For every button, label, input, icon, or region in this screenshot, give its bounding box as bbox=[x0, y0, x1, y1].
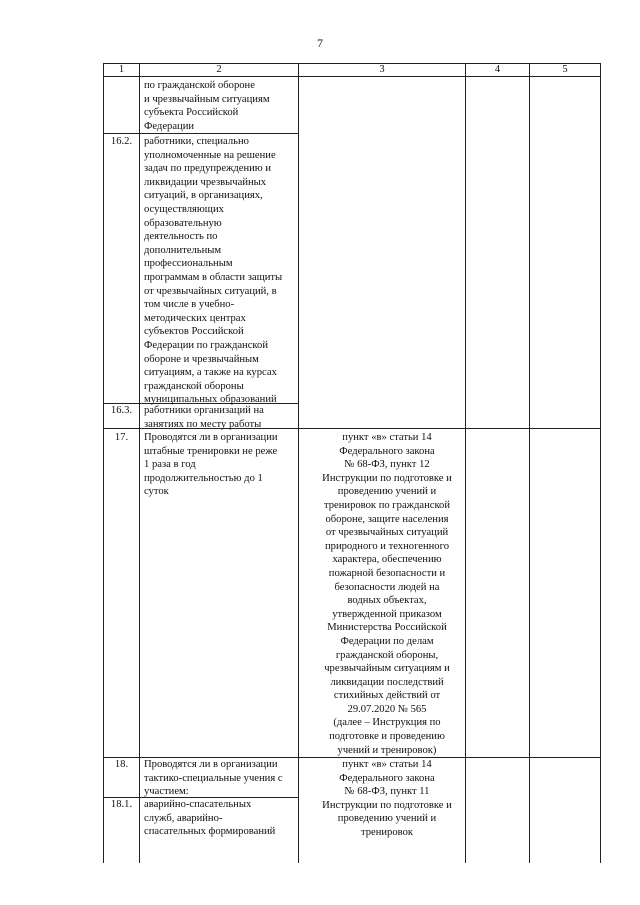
column-header: 4 bbox=[494, 64, 501, 75]
table-line bbox=[139, 63, 140, 863]
legal-reference: пункт «в» статьи 14 Федерального закона № 68-ФЗ, пункт 11 Инструкции по подготовке и проведению учений и тренировок bbox=[322, 759, 452, 838]
item-number: 16.2. bbox=[110, 136, 133, 147]
item-number: 16.3. bbox=[110, 405, 133, 416]
column-header: 3 bbox=[379, 64, 385, 75]
item-number: 17. bbox=[114, 432, 129, 443]
column-header: 1 bbox=[118, 64, 125, 75]
item-text: по гражданской обороне и чрезвычайным ситуациям субъекта Российской Федерации bbox=[144, 80, 270, 132]
column-header: 5 bbox=[562, 64, 568, 75]
item-text: аварийно-спасательных служб, аварийно- спасательных формирований bbox=[144, 799, 276, 838]
table-line bbox=[465, 63, 466, 863]
page-number: 7 bbox=[317, 36, 323, 50]
column-header: 2 bbox=[216, 64, 222, 75]
item-text: работники организаций на занятиях по месту работы bbox=[144, 405, 264, 430]
table-line bbox=[103, 76, 601, 77]
table-line bbox=[103, 63, 104, 863]
item-text: Проводятся ли в организации тактико-специальные учения с участием: bbox=[144, 759, 283, 798]
table-line bbox=[529, 63, 530, 863]
item-number: 18.1. bbox=[110, 799, 133, 810]
legal-reference: пункт «в» статьи 14 Федерального закона № 68-ФЗ, пункт 12 Инструкции по подготовке и проведению учений и тренировок по гражданской обороне, защите населения от чрезвычайных ситуаций природного и техногенного характера, обеспечению пожарной безопасности и безопасности людей на водных объектах, утвержденной приказом Министерства Российской Федерации по делам гражданской обороны, чрезвычайным ситуациям и ликвидации последствий стихийных действий от 29.07.2020 № 565 (далее – Инструкция по подготовке и проведению учений и тренировок) bbox=[322, 432, 452, 756]
item-text: работники, специально уполномоченные на решение задач по предупреждению и ликвидации чрезвычайных ситуаций, в организациях, осуществляющих образовательную деятельность по дополнительным профессиональным программам в области защиты от чрезвычайных ситуаций, в том числе в учебно- методических центрах субъектов Российской Федерации по гражданской обороне и чрезвычайным ситуациям, а также на курсах гражданской обороны муниципальных образований bbox=[144, 136, 283, 406]
item-number: 18. bbox=[114, 759, 129, 770]
item-text: Проводятся ли в организации штабные тренировки не реже 1 раза в год продолжительностью до 1 суток bbox=[144, 432, 278, 498]
table-line bbox=[600, 63, 601, 863]
